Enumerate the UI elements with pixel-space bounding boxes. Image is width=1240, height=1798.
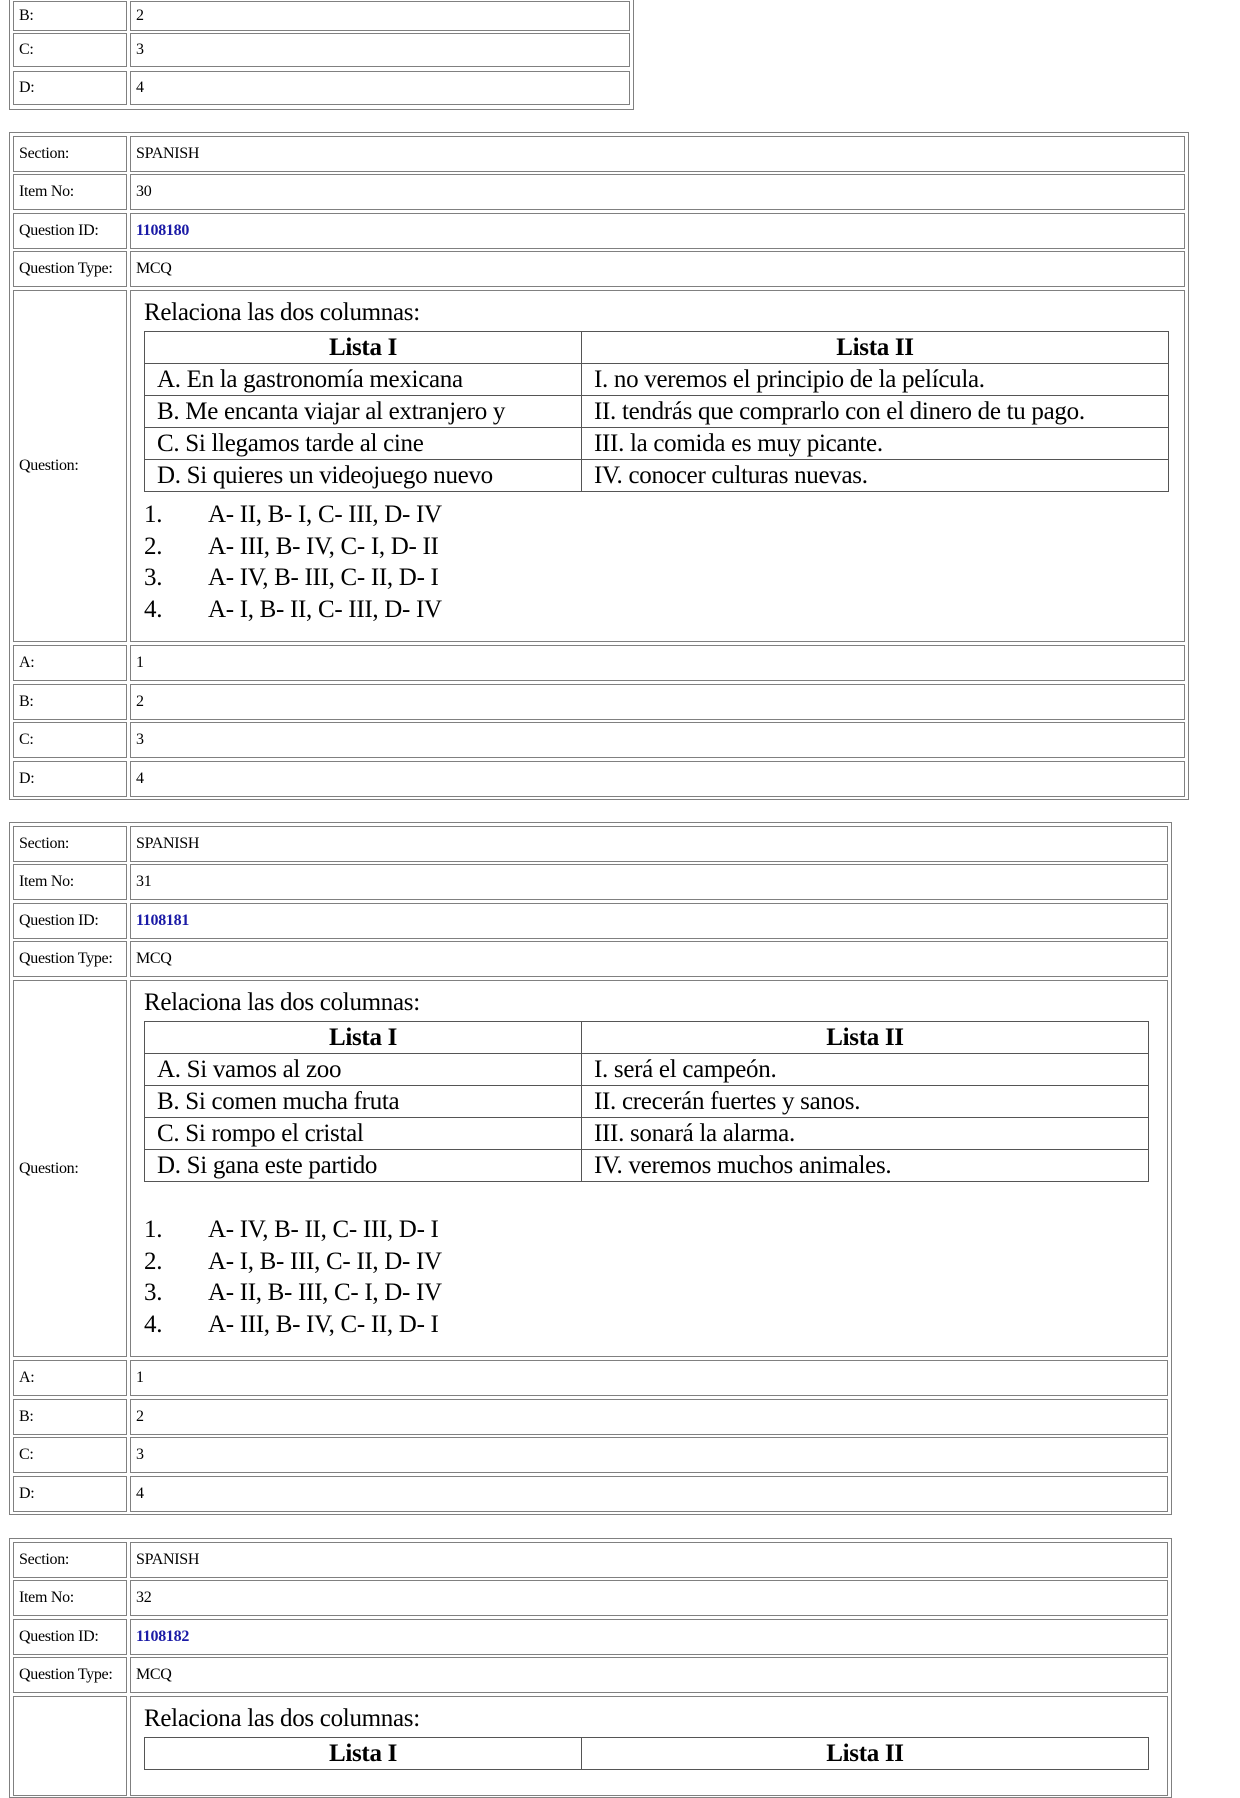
table-cell: D. Si quieres un videojuego nuevo [145, 460, 582, 492]
table-cell: A. Si vamos al zoo [145, 1054, 582, 1086]
question-id-label: Question ID: [13, 1619, 127, 1655]
question-instruction: Relaciona las dos columnas: [144, 299, 420, 326]
table-cell: C. Si llegamos tarde al cine [145, 428, 582, 460]
item-no-value: 32 [130, 1580, 1168, 1616]
question-block-30 [9, 132, 1189, 800]
table-cell: I. será el campeón. [582, 1054, 1149, 1086]
answer-c-label: C: [13, 1437, 127, 1473]
matching-table [144, 1737, 1149, 1770]
answer-c-label: C: [13, 722, 127, 758]
question-body [130, 1696, 1168, 1796]
section-value: SPANISH [130, 826, 1168, 862]
answer-b-value: 2 [130, 1399, 1168, 1435]
answer-d-value: 4 [130, 71, 630, 105]
item-no-value: 31 [130, 864, 1168, 900]
question-type-value: MCQ [130, 1657, 1168, 1693]
section-value: SPANISH [130, 1542, 1168, 1578]
table-cell: A. En la gastronomía mexicana [145, 364, 582, 396]
column-header: Lista I [145, 1022, 582, 1054]
answer-d-label: D: [13, 71, 127, 105]
question-id-value: 1108180 [130, 213, 1185, 249]
table-cell: IV. conocer culturas nuevas. [582, 460, 1169, 492]
answer-c-value: 3 [130, 1437, 1168, 1473]
column-header: Lista I [145, 332, 582, 364]
column-header: Lista II [582, 1738, 1149, 1770]
question-instruction: Relaciona las dos columnas: [144, 989, 420, 1016]
table-cell: IV. veremos muchos animales. [582, 1150, 1149, 1182]
answer-d-value: 4 [130, 761, 1185, 797]
answer-b-label: B: [13, 1399, 127, 1435]
question-label [13, 1696, 127, 1796]
table-cell: C. Si rompo el cristal [145, 1118, 582, 1150]
item-no-label: Item No: [13, 174, 127, 210]
question-label: Question: [13, 980, 127, 1357]
question-id-value: 1108181 [130, 903, 1168, 939]
question-id-value: 1108182 [130, 1619, 1168, 1655]
table-cell: II. crecerán fuertes y sanos. [582, 1086, 1149, 1118]
section-label: Section: [13, 1542, 127, 1578]
question-type-label: Question Type: [13, 941, 127, 977]
item-no-label: Item No: [13, 1580, 127, 1616]
question-label: Question: [13, 290, 127, 642]
question-body: Relaciona las dos columnas: Lista I Lista II A. Si vamos al zoo I. será el campeón. B. Si comen mucha fruta II. crecerán fuertes y sanos. C. Si rompo el cristal III. sonará la alarma. D. Si gana este partido IV. veremos muchos animales. 1. A- IV, B- II, C- III, D- I 2. A- I, B- III, C- II, D- IV 3. A- II, B- III, C- I, D- IV 4. A- III, B- IV, C- II, D- I [130, 980, 1168, 1357]
answer-d-value: 4 [130, 1476, 1168, 1512]
answer-b-value: 2 [130, 1, 630, 31]
answer-a-value: 1 [130, 645, 1185, 681]
table-cell: D. Si gana este partido [145, 1150, 582, 1182]
table-cell: III. sonará la alarma. [582, 1118, 1149, 1150]
question-id-label: Question ID: [13, 903, 127, 939]
answer-d-label: D: [13, 761, 127, 797]
answer-b-label: B: [13, 1, 127, 31]
section-value: SPANISH [130, 136, 1185, 172]
section-label: Section: [13, 136, 127, 172]
answer-c-value: 3 [130, 33, 630, 67]
question-block-prev [9, 0, 634, 110]
table-cell: III. la comida es muy picante. [582, 428, 1169, 460]
column-header: Lista I [145, 1738, 582, 1770]
item-no-value: 30 [130, 174, 1185, 210]
answer-c-label: C: [13, 33, 127, 67]
matching-table [144, 1021, 1149, 1182]
question-block-32 [9, 1538, 1172, 1798]
section-label: Section: [13, 826, 127, 862]
table-cell: B. Si comen mucha fruta [145, 1086, 582, 1118]
answer-a-label: A: [13, 645, 127, 681]
question-instruction: Relaciona las dos columnas: [144, 1705, 420, 1732]
question-body: Relaciona las dos columnas: Lista I Lista II A. En la gastronomía mexicana I. no veremos el principio de la película. B. Me encanta viajar al extranjero y II. tendrás que comprarlo con el dinero de tu pago. C. Si llegamos tarde al cine III. la comida es muy picante. D. Si quieres un videojuego nuevo IV. conocer culturas nuevas. 1. A- II, B- I, C- III, D- IV 2. A- III, B- IV, C- I, D- II 3. A- IV, B- III, C- II, D- I 4. A- I, B- II, C- III, D- IV [130, 290, 1185, 642]
question-type-label: Question Type: [13, 1657, 127, 1693]
answer-a-value: 1 [130, 1360, 1168, 1396]
answer-b-label: B: [13, 684, 127, 720]
column-header: Lista II [582, 332, 1169, 364]
answer-b-value: 2 [130, 684, 1185, 720]
table-cell: I. no veremos el principio de la película. [582, 364, 1169, 396]
table-cell: II. tendrás que comprarlo con el dinero de tu pago. [582, 396, 1169, 428]
answer-c-value: 3 [130, 722, 1185, 758]
question-block-31 [9, 822, 1172, 1515]
question-type-value: MCQ [130, 941, 1168, 977]
answer-d-label: D: [13, 1476, 127, 1512]
question-type-label: Question Type: [13, 251, 127, 287]
question-type-value: MCQ [130, 251, 1185, 287]
item-no-label: Item No: [13, 864, 127, 900]
question-id-label: Question ID: [13, 213, 127, 249]
table-cell: B. Me encanta viajar al extranjero y [145, 396, 582, 428]
column-header: Lista II [582, 1022, 1149, 1054]
matching-table [144, 331, 1169, 492]
answer-a-label: A: [13, 1360, 127, 1396]
